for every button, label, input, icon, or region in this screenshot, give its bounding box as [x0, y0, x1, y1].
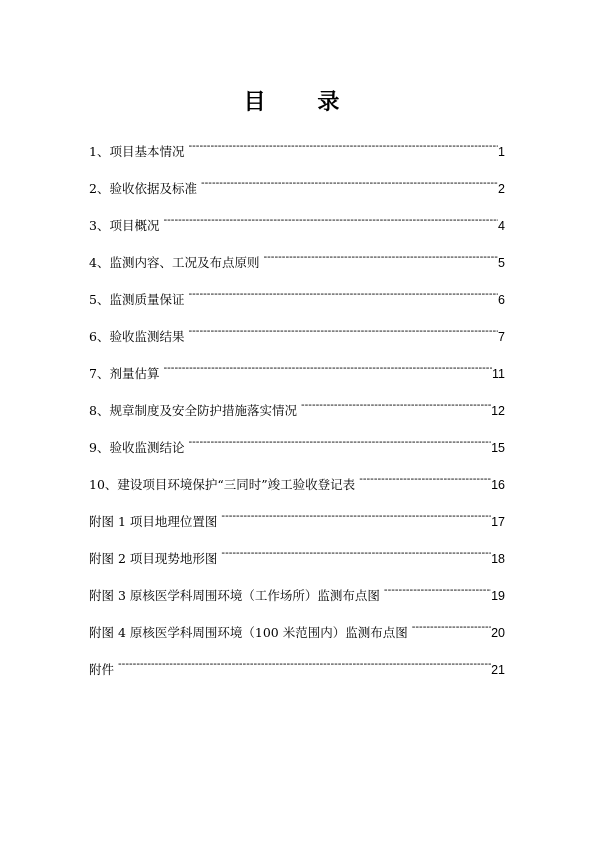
toc-entry-label: 4、监测内容、工况及布点原则: [89, 255, 260, 270]
toc-leader-dots: [384, 580, 491, 600]
toc-entry[interactable]: [89, 543, 505, 580]
toc-leader-dots: [301, 395, 491, 415]
toc-leader-dots: [201, 173, 498, 193]
toc-leader-dots: [188, 432, 491, 452]
toc-entry-label: 2、验收依据及标准: [89, 181, 197, 196]
toc-entry[interactable]: [89, 506, 505, 543]
toc-leader-dots: [359, 469, 491, 489]
toc-entry-page: 5: [498, 256, 505, 270]
toc-entry-page: 21: [491, 663, 505, 677]
toc-entry-page: 18: [491, 552, 505, 566]
toc-entry[interactable]: [89, 617, 505, 654]
toc-entry-label: 附图 3 原核医学科周围环境（工作场所）监测布点图: [89, 588, 380, 603]
toc-entry[interactable]: [89, 247, 505, 284]
toc-entry[interactable]: [89, 654, 505, 691]
toc-leader-dots: [221, 543, 491, 563]
toc-entry-label: 9、验收监测结论: [89, 440, 185, 455]
toc-entry-page: 11: [492, 367, 505, 381]
toc-entry[interactable]: [89, 469, 505, 506]
toc-leader-dots: [163, 210, 498, 230]
toc-entry-label: 附图 4 原核医学科周围环境（100 米范围内）监测布点图: [89, 625, 408, 640]
toc-leader-dots: [412, 617, 491, 637]
toc-entry[interactable]: [89, 136, 505, 173]
toc-entry-label: 附图 1 项目地理位置图: [89, 514, 218, 529]
toc-entry-label: 附件: [89, 662, 115, 677]
toc-entry-label: 8、规章制度及安全防护措施落实情况: [89, 403, 297, 418]
toc-entry-page: 15: [491, 441, 505, 455]
toc-leader-dots: [188, 284, 498, 304]
toc-entry-page: 16: [491, 478, 505, 492]
toc-entry-label: 6、验收监测结果: [89, 329, 185, 344]
toc-entry[interactable]: [89, 580, 505, 617]
toc-leader-dots: [263, 247, 498, 267]
toc-leader-dots: [188, 321, 498, 341]
toc-entry-label: 3、项目概况: [89, 218, 160, 233]
toc-entry[interactable]: [89, 173, 505, 210]
toc-leader-dots: [118, 654, 491, 674]
toc-entry-label: 5、监测质量保证: [89, 292, 185, 307]
toc-entry-page: 1: [498, 145, 505, 159]
toc-entry-page: 4: [498, 219, 505, 233]
toc-entry[interactable]: [89, 321, 505, 358]
toc-entry-page: 12: [491, 404, 505, 418]
toc-title: 目 录: [243, 90, 362, 115]
toc-entry-label: 附图 2 项目现势地形图: [89, 551, 218, 566]
toc-entry-label: 7、剂量估算: [89, 366, 160, 381]
toc-entry[interactable]: [89, 358, 505, 395]
toc-leader-dots: [188, 136, 498, 156]
table-of-contents: [89, 136, 505, 691]
toc-leader-dots: [221, 506, 491, 526]
toc-entry-page: 6: [498, 293, 505, 307]
toc-entry-page: 20: [491, 626, 505, 640]
toc-entry-page: 7: [498, 330, 505, 344]
toc-entry-label: 1、项目基本情况: [89, 144, 185, 159]
toc-entry-page: 2: [498, 182, 505, 196]
toc-entry[interactable]: [89, 432, 505, 469]
toc-leader-dots: [163, 358, 492, 378]
toc-entry[interactable]: [89, 395, 505, 432]
toc-entry-label: 10、建设项目环境保护“三同时”竣工验收登记表: [89, 477, 356, 492]
toc-entry[interactable]: [89, 284, 505, 321]
toc-entry-page: 19: [491, 589, 505, 603]
toc-entry-page: 17: [491, 515, 505, 529]
toc-entry[interactable]: [89, 210, 505, 247]
